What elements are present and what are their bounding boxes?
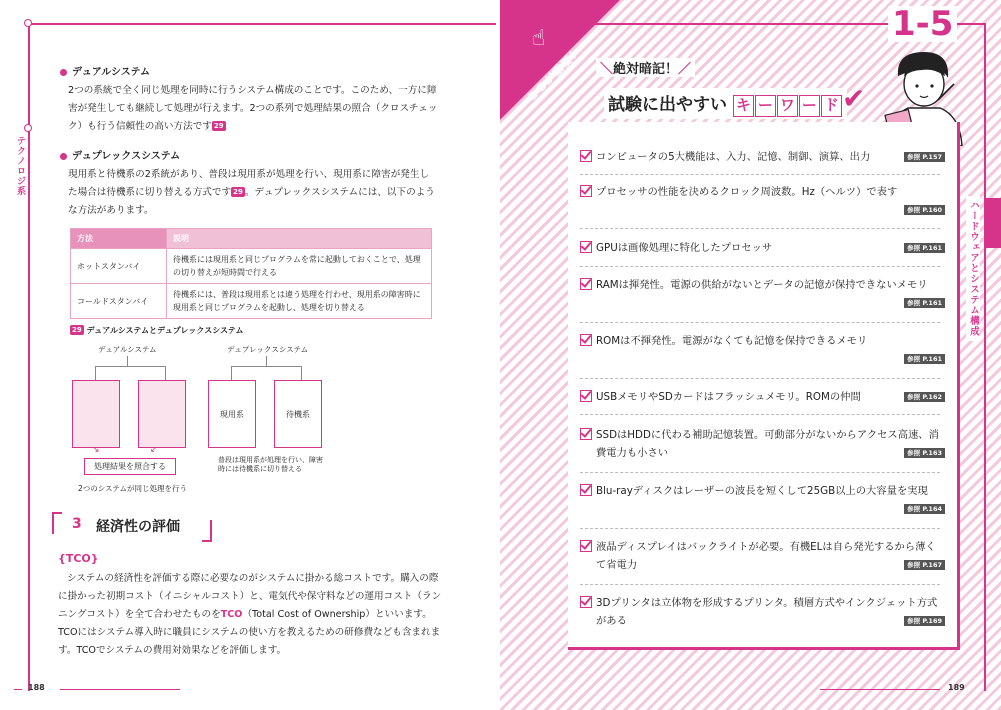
keyword-char: ワ — [777, 95, 798, 117]
dual-diagram-label: デュアルシステム — [98, 345, 157, 354]
keyword-item — [580, 183, 945, 219]
duplex-caption: 普段は現用系が処理を行い、障害時には待機系に切り替える — [218, 456, 323, 473]
keyword-item — [580, 388, 945, 408]
checkbox-icon[interactable] — [580, 278, 592, 290]
standby-table — [70, 228, 432, 319]
table-header: 方法 — [71, 229, 167, 249]
checkbox-icon[interactable] — [580, 484, 592, 496]
tco-keyword: TCO — [220, 609, 243, 620]
connector-line — [301, 366, 302, 380]
keyword-char: ー — [755, 95, 776, 117]
compare-box: 処理結果を照合する — [84, 458, 176, 475]
page-ref-badge: 参照 P.161 — [904, 354, 945, 364]
table-row — [71, 284, 432, 319]
page-ref-badge: 参照 P.161 — [904, 298, 945, 308]
figure-ref-badge: 29 — [213, 122, 224, 130]
duplex-system-title: デュプレックスシステム — [60, 148, 438, 166]
divider — [580, 322, 940, 323]
keyword-text: SSDはHDDに代わる補助記憶装置。可動部分がないからアクセス高速、消費電力も小さい — [596, 429, 939, 459]
chapter-tab — [985, 198, 1001, 248]
folio-line — [14, 689, 22, 690]
page-ref-badge: 参照 P.160 — [904, 205, 945, 215]
standby-system-box: 待機系 — [274, 380, 322, 448]
keyword-text: RAMは揮発性。電源の供給がないとデータの記憶が保持できないメモリ — [596, 279, 928, 291]
divider — [580, 174, 940, 175]
active-system-box: 現用系 — [208, 380, 256, 448]
keyword-item — [580, 148, 945, 168]
page-ref-badge: 参照 P.169 — [904, 616, 945, 626]
frame-dot — [24, 124, 32, 132]
frame-line-right — [984, 23, 986, 691]
checkbox-icon[interactable] — [580, 540, 592, 552]
page-number-right: 189 — [948, 683, 965, 692]
frame-dot — [24, 19, 32, 27]
keyword-item — [580, 332, 945, 368]
keyword-char: キ — [733, 95, 754, 117]
memorize-tag: ＼絶対暗記！／ — [596, 58, 695, 77]
table-header: 説明 — [167, 229, 432, 249]
checkbox-icon[interactable] — [580, 596, 592, 608]
dual-system-title: デュアルシステム — [60, 64, 438, 82]
keyword-text: GPUは画像処理に特化したプロセッサ — [596, 242, 773, 254]
table-cell: 待機系には現用系と同じプログラムを常に起動しておくことで、処理の切り替えが短時間で行える — [167, 249, 432, 284]
divider — [580, 472, 940, 473]
corner-label: ここが重要！ — [524, 44, 585, 105]
keyword-text: 3Dプリンタは立体物を形成するプリンタ。積層方式やインクジェット方式がある — [596, 597, 938, 627]
duplex-diagram-label: デュプレックスシステム — [227, 345, 309, 354]
checkbox-icon[interactable] — [580, 334, 592, 346]
divider — [580, 228, 940, 229]
dual-system-text: 2つの系統で全く同じ処理を同時に行うシステム構成のことです。このため、一方に障害が発生しても継続して処理が行えます。2つの系列で処理結果の照合（クロスチェック）も行う信頼性の高い方法です — [68, 85, 438, 132]
arrow-icon: ↙ — [150, 445, 158, 455]
connector-line — [95, 366, 165, 367]
figure-title: 29 デュアルシステムとデュプレックスシステム — [72, 326, 244, 335]
divider — [580, 414, 940, 415]
section-title: 経済性の評価 — [96, 519, 180, 535]
connector-line — [231, 366, 232, 380]
arrow-icon: ↘ — [92, 445, 100, 455]
side-label: テクノロジ系 — [15, 136, 25, 196]
dual-system-section — [60, 64, 438, 136]
checkbox-icon[interactable] — [580, 428, 592, 440]
checkbox-icon[interactable] — [580, 185, 592, 197]
system-diagram — [60, 340, 390, 500]
keyword-item — [580, 239, 945, 259]
divider — [580, 584, 940, 585]
table-row — [71, 249, 432, 284]
pointing-hand-icon: ☝ — [532, 26, 546, 51]
figure-ref-badge: 29 — [233, 188, 243, 196]
keyword-text: コンピュータの5大機能は、入力、記憶、制御、演算、出力 — [596, 151, 871, 163]
table-cell: ホットスタンバイ — [71, 249, 167, 284]
section-number: 3 — [72, 516, 82, 532]
duplex-system-section — [60, 148, 438, 220]
figure-number-badge: 29 — [72, 326, 82, 334]
system-box — [72, 380, 120, 448]
page-ref-badge: 参照 P.167 — [904, 560, 945, 570]
keyword-text: プロセッサの性能を決めるクロック周波数。Hz（ヘルツ）で表す — [596, 186, 898, 198]
side-label: ハードウェアとシステム構成 — [966, 196, 980, 341]
folio-line — [60, 689, 180, 690]
page-ref-badge: 参照 P.164 — [904, 504, 945, 514]
page-ref-badge: 参照 P.161 — [904, 243, 945, 253]
duplex-system-text: 現用系と待機系の2系統があり、普段は現用系が処理を行い、現用系に障害が発生した場合は待機系に切り替える方式です — [68, 169, 430, 198]
page-ref-badge: 参照 P.162 — [904, 392, 945, 402]
page-number-left: 188 — [28, 683, 45, 692]
section-heading — [52, 512, 222, 542]
bracket-right — [202, 520, 212, 542]
table-cell: コールドスタンバイ — [71, 284, 167, 319]
folio-line — [820, 689, 940, 690]
tco-heading: {TCO} — [58, 552, 99, 565]
keyword-item — [580, 276, 945, 312]
frame-line-top — [28, 23, 496, 25]
keyword-item — [580, 482, 945, 518]
checkmark-icon: ✔ — [842, 82, 866, 115]
connector-line — [127, 356, 128, 366]
keyword-char: ド — [821, 95, 842, 117]
keyword-text: USBメモリやSDカードはフラッシュメモリ。ROMの仲間 — [596, 391, 861, 403]
checkbox-icon[interactable] — [580, 150, 592, 162]
table-cell: 待機系には、普段は現用系とは違う処理を行わせ、現用系の障害時に現用系と同じプログラムを起動し、処理を切り替える — [167, 284, 432, 319]
keyword-char: ー — [799, 95, 820, 117]
tco-body: システムの経済性を評価する際に必要なのがシステムに掛かる総コストです。購入の際に掛かった初期コスト（イニシャルコスト）と、電気代や保守料などの運用コスト（ランニングコスト）を全て合わせたものをTCO（Total Cost of Ownership）といいます。TCOにはシステム導入時に職員にシステムの使い方を教えるための研修費なども含まれます。TCOでシステムの費用対効果などを評価します。 — [58, 573, 442, 656]
right-page — [500, 0, 1001, 710]
checkbox-icon[interactable] — [580, 241, 592, 253]
left-page — [0, 0, 500, 710]
divider — [580, 378, 940, 379]
checkbox-icon[interactable] — [580, 390, 592, 402]
page-ref-badge: 参照 P.163 — [904, 448, 945, 458]
system-box — [138, 380, 186, 448]
keyword-item — [580, 538, 945, 574]
page-title: 試験に出やすい キ ー ワ ー ド — [604, 88, 847, 119]
keyword-item — [580, 426, 945, 462]
connector-line — [231, 366, 301, 367]
connector-line — [165, 366, 166, 380]
divider — [580, 528, 940, 529]
connector-line — [95, 366, 96, 380]
connector-line — [266, 356, 267, 366]
duplex-system-text-2: 。デュプレックスシステムには、以下のような方法があります。 — [68, 187, 435, 216]
keyword-text: 液晶ディスプレイはバックライトが必要。有機ELは自ら発光するから薄くて省電力 — [596, 541, 936, 571]
divider — [580, 266, 940, 267]
dual-caption: 2つのシステムが同じ処理を行う — [78, 484, 188, 493]
bracket-left — [52, 512, 62, 534]
keyword-text: Blu-rayディスクはレーザーの波長を短くして25GB以上の大容量を実現 — [596, 485, 928, 497]
keyword-item — [580, 594, 945, 630]
chapter-number: 1-5 — [888, 6, 957, 42]
keyword-text: ROMは不揮発性。電源がなくても記憶を保持できるメモリ — [596, 335, 868, 347]
page-ref-badge: 参照 P.157 — [904, 152, 945, 162]
